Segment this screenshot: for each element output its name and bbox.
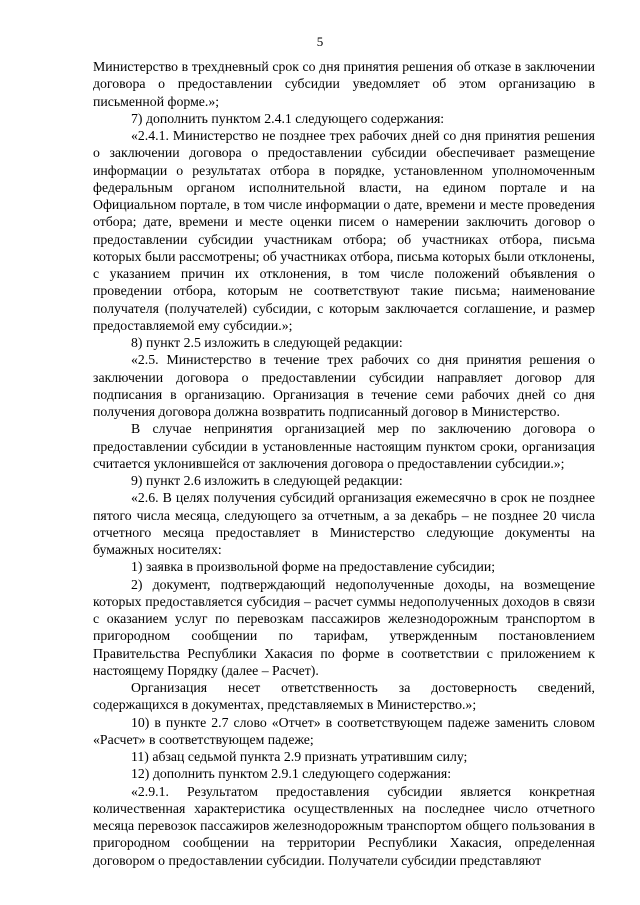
paragraph-item-11: 11) абзац седьмой пункта 2.9 признать утратившим силу; [131, 749, 468, 764]
paragraph-item-12: 12) дополнить пунктом 2.9.1 следующего содержания: [131, 766, 452, 782]
paragraph-item-9: 9) пункт 2.6 изложить в следующей редакции: [131, 473, 403, 488]
page-number: 5 [316, 34, 324, 49]
paragraph-item-10: 10) в пункте 2.7 слово «Отчет» в соответствующем падеже заменить словом «Расчет» в соответствующем падеже; [93, 714, 595, 747]
paragraph-clause-2-5: «2.5. Министерство в течение трех рабочих со дня принятия решения о заключении договора о предоставлении субсидии направляет договор для подписания в организацию. Организация в течение семи рабочих дней со дня получения договора должна возвратить подписанный договор в Министерство. [93, 352, 595, 419]
document-body [93, 58, 595, 868]
paragraph-item-8: 8) пункт 2.5 изложить в следующей редакции: [131, 335, 403, 350]
paragraph-evasion: В случае непринятия организацией мер по заключению договора о предоставлении субсидии в установленные настоящим пунктом сроки, организация считается уклонившейся от заключения договора о предоставлении субсидии.»; [93, 421, 595, 471]
paragraph-refusal-notice: Министерство в трехдневный срок со дня принятия решения об отказе в заключении договора о предоставлении субсидии уведомляет об этом организацию в письменной форме.»; [93, 59, 595, 109]
paragraph-clause-2-6: «2.6. В целях получения субсидий организация ежемесячно в срок не позднее пятого числа месяца, следующего за отчетным, а за декабрь – не позднее 20 числа отчетного месяца предоставляет в Министерство следующие документы на бумажных носителях: [93, 490, 595, 557]
paragraph-responsibility: Организация несет ответственность за достоверность сведений, содержащихся в документах, представляемых в Министерство.»; [93, 680, 595, 713]
paragraph-clause-2-4-1: «2.4.1. Министерство не позднее трех рабочих дней со дня принятия решения о заключении договора о предоставлении субсидии обеспечивает размещение информации о результатах отбора в порядке, установленном уполномоченным федеральным органом исполнительной власти, на едином портале и на Официальном портале, в том числе информации о дате, времени и месте проведения отбора; дате, времени и месте оценки писем о намерении заключить договор о предоставлении субсидии участникам отбора; об участниках отбора, письма которых были рассмотрены; об участниках отбора, письма которых были отклонены, с указанием причин их отклонения, в том числе положений объявления о проведении отбора, которым не соответствуют такие письма; наименование получателя (получателей) субсидии, с которым заключается соглашение, и размер предоставляемой ему субсидии.»; [93, 128, 595, 333]
paragraph-clause-2-9-1: «2.9.1. Результатом предоставления субсидии является конкретная количественная характеристика осуществленных на последнее число отчетного месяца перевозок пассажиров железнодорожным транспортом общего пользования в пригородном сообщении на территории Республики Хакасия, определенная договором о предоставлении субсидии. Получатели субсидии представляют [93, 783, 595, 868]
paragraph-list-2: 2) документ, подтверждающий недополученные доходы, на возмещение которых предоставляется субсидия – расчет суммы недополученных доходов в связи с оказанием услуг по перевозкам пассажиров железнодорожным транспортом в пригородном сообщении по тарифам, утвержденным постановлением Правительства Республики Хакасия по форме в соответствии с приложением к настоящему Порядку (далее – Расчет). [93, 576, 595, 678]
paragraph-list-1: 1) заявка в произвольной форме на предоставление субсидии; [131, 559, 496, 575]
paragraph-item-7: 7) дополнить пунктом 2.4.1 следующего содержания: [131, 110, 445, 126]
